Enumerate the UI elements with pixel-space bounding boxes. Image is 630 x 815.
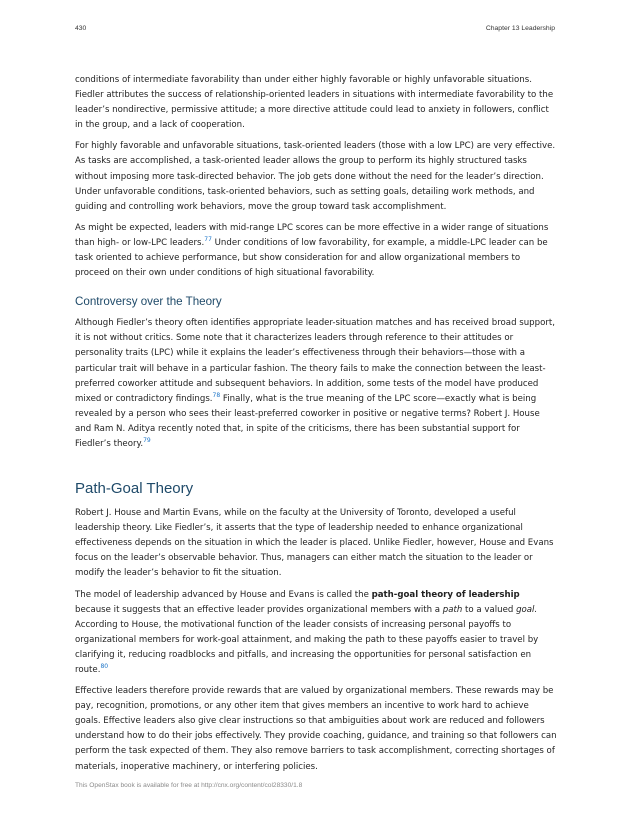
key-term-path-goal: path-goal theory of leadership bbox=[371, 589, 520, 600]
paragraph-6 bbox=[75, 588, 557, 679]
page-number: 430 bbox=[75, 25, 87, 32]
emphasis-path: path bbox=[442, 604, 463, 615]
paragraph-1: conditions of intermediate favorability than under either highly favorable or highly unfavorable situations. Fiedler attributes the success of relationship-oriented leaders in situations with intermediate favorability to the leader’s nondirective, permissive attitude; a more directive attitude could lead to anxiety in followers, conflict in the group, and a lack of cooperation. bbox=[75, 75, 554, 131]
paragraph-4-text-b: Finally, what is the true meaning of the LPC score—exactly what is being revealed by a person who sees their least-preferred coworker in positive or negative terms? Robert J. House and Ram N. Aditya recently noted that, in spite of the criticisms, there has been substantial support for Fiedler’s theory. bbox=[75, 393, 540, 449]
emphasis-goal: goal. bbox=[516, 604, 538, 615]
paragraph-6-text-d: According to House, the motivational function of the leader consists of increasing personal payoffs to organizational members for work-goal attainment, and making the path to these payoffs easier to travel by clarifying it, reducing roadblocks and pitfalls, and increasing the opportunities for personal satisfaction en route. bbox=[75, 619, 539, 675]
section-heading-controversy: Controversy over the Theory bbox=[75, 295, 222, 309]
paragraph-3-text-b: Under conditions of low favorability, for example, a middle-LPC leader can be task oriented to achieve performance, but show consideration for and allow organizational members to proceed on their own under conditions of high situational favorability. bbox=[75, 237, 548, 279]
footnote-ref-79[interactable]: 79 bbox=[143, 437, 151, 445]
page-body bbox=[75, 73, 557, 781]
footnote-ref-78[interactable]: 78 bbox=[212, 391, 221, 399]
chapter-title: Chapter 13 Leadership bbox=[485, 25, 555, 32]
paragraph-3-text-a: As might be expected, leaders with mid-range LPC scores can be more effective in a wider range of situations than high- or low-LPC leaders. bbox=[75, 222, 549, 248]
paragraph-3 bbox=[75, 221, 557, 281]
paragraph-6-text-b: because it suggests that an effective leader provides organizational members with a bbox=[75, 604, 443, 615]
footnote-ref-77[interactable]: 77 bbox=[204, 236, 212, 244]
paragraph-6-text-c: to a valued bbox=[462, 604, 517, 615]
paragraph-4 bbox=[75, 316, 557, 452]
paragraph-2: For highly favorable and unfavorable situations, task-oriented leaders (those with a low LPC) are very effective. As tasks are accomplished, a task-oriented leader allows the group to perform its highly structured tasks without imposing more task-directed behavior. The job gets done without the need for the leader’s direction. Under unfavorable conditions, task-oriented behaviors, such as setting goals, detailing work methods, and guiding and controlling work behaviors, move the group toward task accomplishment. bbox=[75, 141, 556, 212]
paragraph-5: Robert J. House and Martin Evans, while on the faculty at the University of Toronto, developed a useful leadership theory. Like Fiedler’s, it asserts that the type of leadership needed to enhance organizational effectiveness depends on the situation in which the leader is placed. Unlike Fiedler, however, House and Evans focus on the leader’s observable behavior. Thus, managers can either match the situation to the leader or modify the leader’s behavior to fit the situation. bbox=[75, 508, 554, 579]
section-heading-path-goal: Path-Goal Theory bbox=[75, 480, 194, 498]
footer-note: This OpenStax book is available for free at http://cnx.org/content/col28330/1.8 bbox=[75, 782, 303, 789]
paragraph-7: Effective leaders therefore provide rewards that are valued by organizational members. These rewards may be pay, recognition, promotions, or any other item that gives members an incentive to work hard to achieve goals. Effective leaders also give clear instructions so that ambiguities about work are reduced and followers understand how to do their jobs effectively. They provide coaching, guidance, and training so that followers can perform the task expected of them. They also remove barriers to task accomplishment, correcting shortages of materials, inoperative machinery, or interfering policies. bbox=[75, 686, 557, 772]
paragraph-6-text-a: The model of leadership advanced by House and Evans is called the bbox=[75, 589, 372, 600]
paragraph-4-text-a: Although Fiedler’s theory often identifies appropriate leader-situation matches and has received broad support, it is not without critics. Some note that it characterizes leaders through reference to their attitudes or personality traits (LPC) while it explains the leader’s effectiveness through their behaviors—those with a particular trait will behave in a particular fashion. The theory fails to make the connection between the least-preferred coworker attitude and subsequent behaviors. In addition, some tests of the model have produced mixed or contradictory findings. bbox=[75, 318, 555, 404]
footnote-ref-80[interactable]: 80 bbox=[100, 663, 109, 671]
